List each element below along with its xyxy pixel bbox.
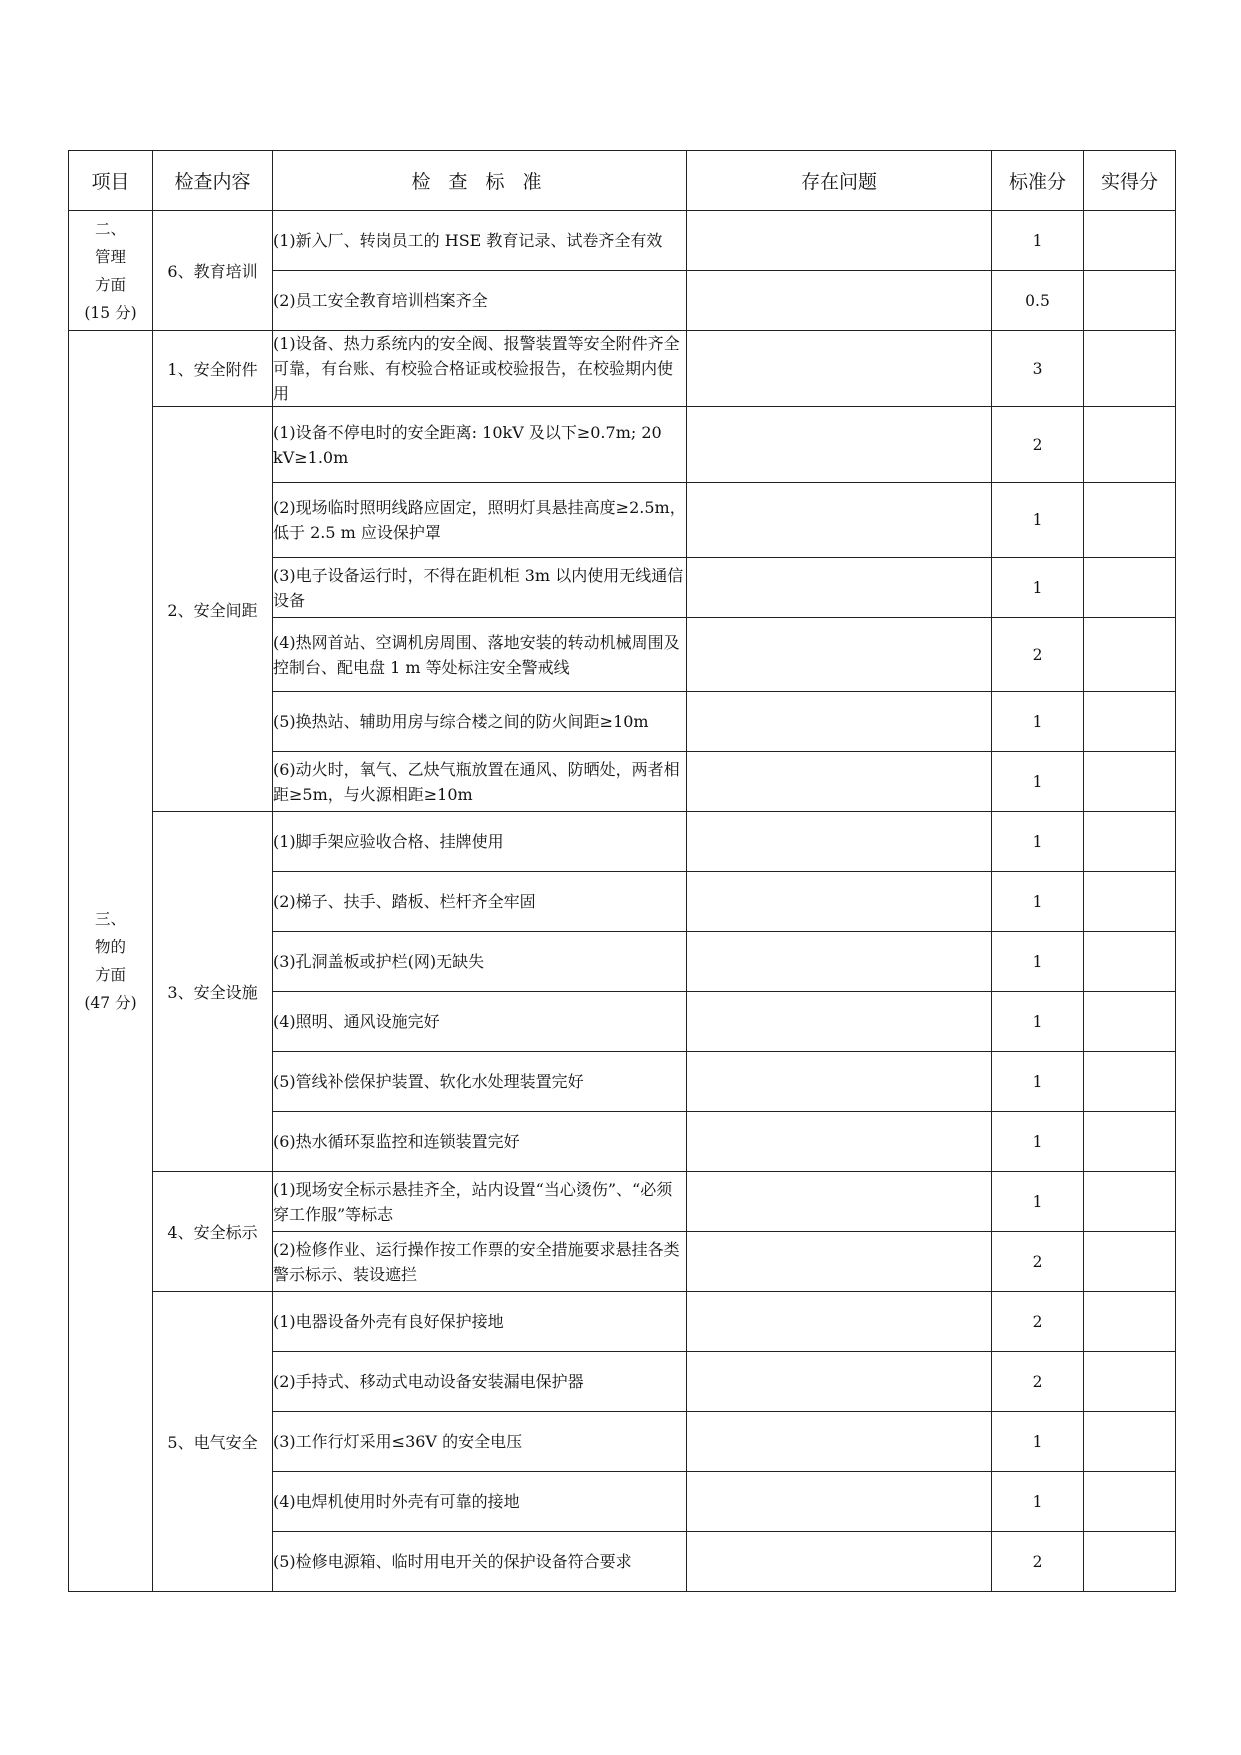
criterion: (3)孔洞盖板或护栏(网)无缺失 bbox=[273, 932, 687, 992]
actual-score-cell[interactable] bbox=[1084, 271, 1176, 331]
actual-score-cell[interactable] bbox=[1084, 872, 1176, 932]
criterion: (4)热网首站、空调机房周围、落地安装的转动机械周围及控制台、配电盘 1 m 等处标注安全警戒线 bbox=[273, 618, 687, 692]
content-education: 6、教育培训 bbox=[153, 211, 273, 331]
content-safety-signs: 4、安全标示 bbox=[153, 1172, 273, 1292]
criterion: (4)照明、通风设施完好 bbox=[273, 992, 687, 1052]
standard-score: 2 bbox=[992, 1292, 1084, 1352]
header-score: 标准分 bbox=[992, 151, 1084, 211]
standard-score: 2 bbox=[992, 407, 1084, 483]
actual-score-cell[interactable] bbox=[1084, 1532, 1176, 1592]
problem-cell[interactable] bbox=[687, 271, 992, 331]
criterion: (6)热水循环泵监控和连锁装置完好 bbox=[273, 1112, 687, 1172]
criterion: (2)梯子、扶手、踏板、栏杆齐全牢固 bbox=[273, 872, 687, 932]
actual-score-cell[interactable] bbox=[1084, 932, 1176, 992]
problem-cell[interactable] bbox=[687, 1232, 992, 1292]
criterion: (6)动火时，氧气、乙炔气瓶放置在通风、防晒处，两者相距≥5m，与火源相距≥10m bbox=[273, 752, 687, 812]
header-row bbox=[69, 151, 1176, 211]
content-electrical-safety: 5、电气安全 bbox=[153, 1292, 273, 1592]
category-physical: 三、 物的 方面 (47 分) bbox=[69, 331, 153, 1592]
standard-score: 2 bbox=[992, 618, 1084, 692]
standard-score: 2 bbox=[992, 1232, 1084, 1292]
criterion: (3)工作行灯采用≤36V 的安全电压 bbox=[273, 1412, 687, 1472]
actual-score-cell[interactable] bbox=[1084, 558, 1176, 618]
problem-cell[interactable] bbox=[687, 1052, 992, 1112]
header-content: 检查内容 bbox=[153, 151, 273, 211]
criterion: (3)电子设备运行时，不得在距机柜 3m 以内使用无线通信设备 bbox=[273, 558, 687, 618]
problem-cell[interactable] bbox=[687, 752, 992, 812]
header-category: 项目 bbox=[69, 151, 153, 211]
header-problem: 存在问题 bbox=[687, 151, 992, 211]
problem-cell[interactable] bbox=[687, 1412, 992, 1472]
problem-cell[interactable] bbox=[687, 558, 992, 618]
standard-score: 1 bbox=[992, 1172, 1084, 1232]
problem-cell[interactable] bbox=[687, 1352, 992, 1412]
standard-score: 1 bbox=[992, 992, 1084, 1052]
criterion: (1)设备不停电时的安全距离: 10kV 及以下≥0.7m; 20 kV≥1.0m bbox=[273, 407, 687, 483]
table-row bbox=[69, 812, 1176, 872]
standard-score: 1 bbox=[992, 483, 1084, 558]
standard-score: 2 bbox=[992, 1532, 1084, 1592]
problem-cell[interactable] bbox=[687, 812, 992, 872]
standard-score: 1 bbox=[992, 692, 1084, 752]
criterion: (1)电器设备外壳有良好保护接地 bbox=[273, 1292, 687, 1352]
problem-cell[interactable] bbox=[687, 1472, 992, 1532]
actual-score-cell[interactable] bbox=[1084, 1292, 1176, 1352]
standard-score: 1 bbox=[992, 812, 1084, 872]
criterion: (2)现场临时照明线路应固定，照明灯具悬挂高度≥2.5m，低于 2.5 m 应设保护罩 bbox=[273, 483, 687, 558]
problem-cell[interactable] bbox=[687, 1292, 992, 1352]
actual-score-cell[interactable] bbox=[1084, 1232, 1176, 1292]
standard-score: 1 bbox=[992, 932, 1084, 992]
actual-score-cell[interactable] bbox=[1084, 1112, 1176, 1172]
inspection-table bbox=[68, 150, 1176, 1592]
header-standard: 检 查 标 准 bbox=[273, 151, 687, 211]
problem-cell[interactable] bbox=[687, 211, 992, 271]
problem-cell[interactable] bbox=[687, 407, 992, 483]
criterion: (1)新入厂、转岗员工的 HSE 教育记录、试卷齐全有效 bbox=[273, 211, 687, 271]
criterion: (5)换热站、辅助用房与综合楼之间的防火间距≥10m bbox=[273, 692, 687, 752]
standard-score: 1 bbox=[992, 1472, 1084, 1532]
criterion: (2)员工安全教育培训档案齐全 bbox=[273, 271, 687, 331]
standard-score: 0.5 bbox=[992, 271, 1084, 331]
standard-score: 1 bbox=[992, 1412, 1084, 1472]
actual-score-cell[interactable] bbox=[1084, 331, 1176, 407]
actual-score-cell[interactable] bbox=[1084, 752, 1176, 812]
content-safety-accessories: 1、安全附件 bbox=[153, 331, 273, 407]
criterion: (5)管线补偿保护装置、软化水处理装置完好 bbox=[273, 1052, 687, 1112]
standard-score: 1 bbox=[992, 558, 1084, 618]
standard-score: 1 bbox=[992, 211, 1084, 271]
problem-cell[interactable] bbox=[687, 1172, 992, 1232]
standard-score: 1 bbox=[992, 1112, 1084, 1172]
actual-score-cell[interactable] bbox=[1084, 407, 1176, 483]
problem-cell[interactable] bbox=[687, 1112, 992, 1172]
table-row bbox=[69, 211, 1176, 271]
criterion: (4)电焊机使用时外壳有可靠的接地 bbox=[273, 1472, 687, 1532]
problem-cell[interactable] bbox=[687, 992, 992, 1052]
problem-cell[interactable] bbox=[687, 331, 992, 407]
content-safety-distance: 2、安全间距 bbox=[153, 407, 273, 812]
standard-score: 1 bbox=[992, 752, 1084, 812]
actual-score-cell[interactable] bbox=[1084, 211, 1176, 271]
standard-score: 1 bbox=[992, 1052, 1084, 1112]
problem-cell[interactable] bbox=[687, 932, 992, 992]
criterion: (1)脚手架应验收合格、挂牌使用 bbox=[273, 812, 687, 872]
category-management: 二、 管理 方面 (15 分) bbox=[69, 211, 153, 331]
actual-score-cell[interactable] bbox=[1084, 1052, 1176, 1112]
content-safety-facilities: 3、安全设施 bbox=[153, 812, 273, 1172]
problem-cell[interactable] bbox=[687, 1532, 992, 1592]
actual-score-cell[interactable] bbox=[1084, 812, 1176, 872]
problem-cell[interactable] bbox=[687, 483, 992, 558]
standard-score: 3 bbox=[992, 331, 1084, 407]
table-row bbox=[69, 1172, 1176, 1232]
standard-score: 2 bbox=[992, 1352, 1084, 1412]
table-row bbox=[69, 407, 1176, 483]
actual-score-cell[interactable] bbox=[1084, 1472, 1176, 1532]
actual-score-cell[interactable] bbox=[1084, 483, 1176, 558]
criterion: (1)现场安全标示悬挂齐全，站内设置“当心烫伤”、“必须穿工作服”等标志 bbox=[273, 1172, 687, 1232]
problem-cell[interactable] bbox=[687, 692, 992, 752]
actual-score-cell[interactable] bbox=[1084, 1172, 1176, 1232]
actual-score-cell[interactable] bbox=[1084, 1412, 1176, 1472]
actual-score-cell[interactable] bbox=[1084, 618, 1176, 692]
standard-score: 1 bbox=[992, 872, 1084, 932]
header-actual: 实得分 bbox=[1084, 151, 1176, 211]
table-row bbox=[69, 331, 1176, 407]
actual-score-cell[interactable] bbox=[1084, 1352, 1176, 1412]
criterion: (5)检修电源箱、临时用电开关的保护设备符合要求 bbox=[273, 1532, 687, 1592]
actual-score-cell[interactable] bbox=[1084, 992, 1176, 1052]
criterion: (2)手持式、移动式电动设备安装漏电保护器 bbox=[273, 1352, 687, 1412]
criterion: (1)设备、热力系统内的安全阀、报警装置等安全附件齐全可靠，有台账、有校验合格证或校验报告，在校验期内使用 bbox=[273, 331, 687, 407]
actual-score-cell[interactable] bbox=[1084, 692, 1176, 752]
table-row bbox=[69, 1292, 1176, 1352]
problem-cell[interactable] bbox=[687, 872, 992, 932]
criterion: (2)检修作业、运行操作按工作票的安全措施要求悬挂各类警示标示、装设遮拦 bbox=[273, 1232, 687, 1292]
problem-cell[interactable] bbox=[687, 618, 992, 692]
